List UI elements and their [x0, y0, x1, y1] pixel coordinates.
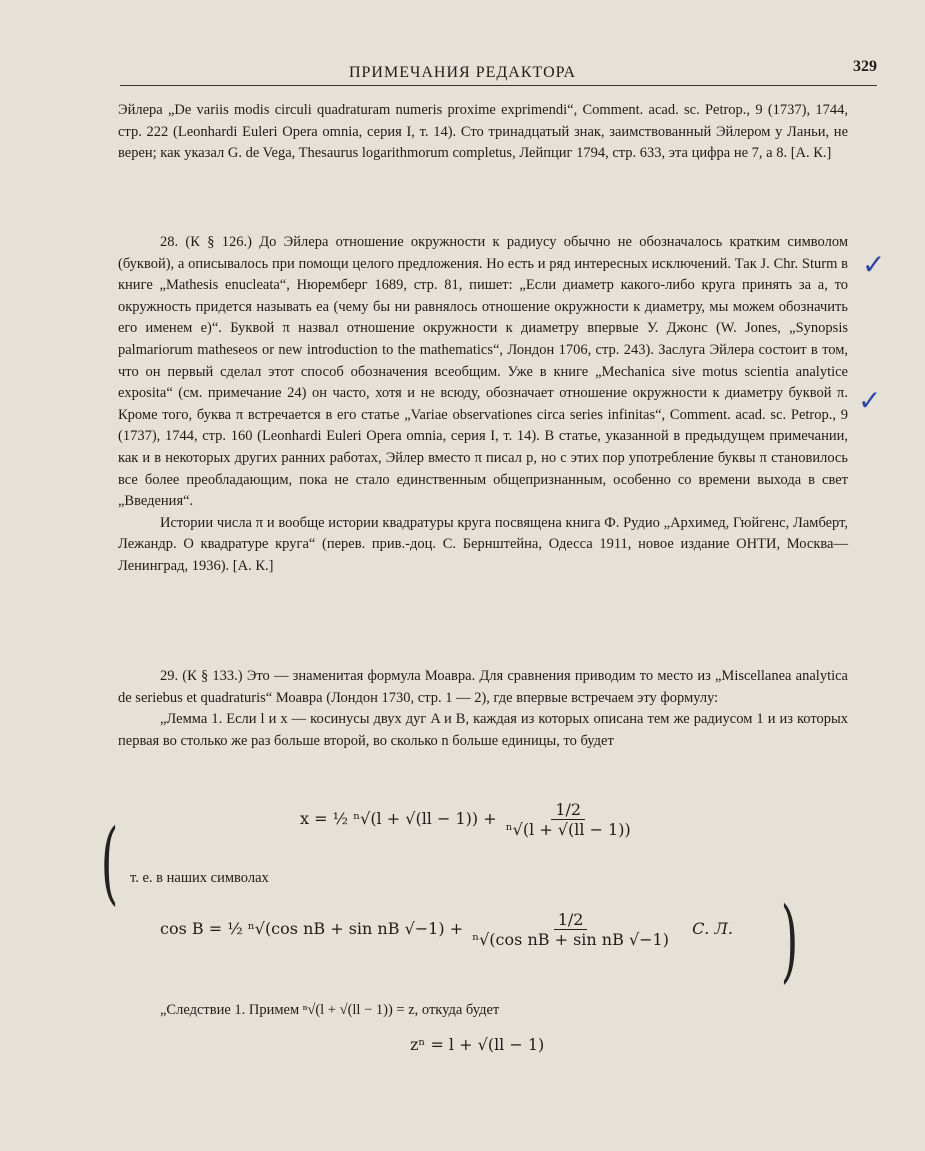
continued-paragraph: Эйлера „De variis modis circuli quadraturam numeris proxime exprimendi“, Comment. acad. sc. Petrop., 9 (1737), 1744, стр. 222 (Leonhardi Euleri Opera omnia, серия I, т. 14). Сто тринадцатый знак, заимствованный Эйлером у Ланьи, не верен; как указал G. de Vega, Thesaurus logarithmorum completus, Лейпциг 1794, стр. 633, эта цифра не 7, а 8. [А. К.]	[118, 102, 848, 162]
formula-2-denominator: ⁿ√(cos nB + sin nB √−1)	[472, 930, 669, 949]
right-parenthesis: )	[780, 888, 799, 993]
left-parenthesis: (	[100, 810, 119, 915]
running-header: ПРИМЕЧАНИЯ РЕДАКТОРА	[348, 64, 577, 81]
formula-3-text: zⁿ = l + √(ll − 1)	[410, 1035, 545, 1054]
our-symbols-text: т. е. в наших символах	[130, 870, 269, 886]
formula-2	[160, 910, 733, 949]
note-28-paragraph: 28. (К § 126.) До Эйлера отношение окружности к радиусу обычно не обозначалось кратким символом (буквой), а описывалось при помощи целого предложения. Но есть и ряд интересных исключений. Так J. Chr. Sturm в книге „Mathesis enucleata“, Нюремберг 1689, стр. 81, пишет: „Если диаметр какого-либо круга принять за a, то окружность придется называть ea (чему бы ни равнялось отношение окружности к диаметру, мы можем обозначить его именем e)“. Буквой π назвал отношение окружности к диаметру впервые У. Джонс (W. Jones, „Synopsis palmariorum matheseos or new introduction to the mathematics“, Лондон 1706, стр. 243). Заслуга Эйлера состоит в том, что он первый сделал этот способ обозначения всеобщим. Уже в книге „Mechanica sive motus scientia analytice exposita“ (см. примечание 24) он часто, хотя и не всюду, обозначает отношение окружности к диаметру буквой π. Кроме того, буква π встречается в его статье „Variae observationes circa series infinitas“, Comment. acad. sc. Petrop., 9 (1737), 1744, стр. 160 (Leonhardi Euleri Opera omnia, серия I, т. 14). В статье, указанной в предыдущем примечании, как и в некоторых других ранних работах, Эйлер вместо π писал p, но с этих пор употребление буквы π становилось все более преобладающим, пока не стало единственным общепризнанным, особенно со времени выхода в свет „Введения“.	[118, 234, 848, 510]
page-number: 329	[853, 58, 877, 75]
note-29-block	[118, 666, 848, 752]
formula-2-lhs: cos B = ½ ⁿ√(cos nB + sin nB √−1) +	[160, 919, 464, 938]
formula-1-numerator: 1/2	[551, 800, 585, 820]
formula-1	[300, 800, 635, 839]
corollary-paragraph: „Следствие 1. Примем ⁿ√(l + √(ll − 1)) = z, откуда будет	[160, 1002, 500, 1018]
formula-3	[410, 1035, 544, 1054]
note-28-block	[118, 232, 848, 578]
pencil-checkmark-icon: ✓	[858, 384, 882, 417]
header-rule	[120, 85, 877, 86]
formula-1-fraction	[502, 800, 635, 839]
formula-1-denominator: ⁿ√(l + √(ll − 1))	[505, 820, 631, 839]
note-28-paragraph-2: Истории числа π и вообще истории квадратуры круга посвящена книга Ф. Рудио „Архимед, Гюйгенс, Ламберт, Лежандр. О квадратуре круга“ (перев. прив.-доц. С. Бернштейна, Одесса 1911, новое издание ОНТИ, Москва—Ленинград, 1936). [А. К.]	[118, 514, 848, 574]
formula-2-numerator: 1/2	[554, 910, 588, 930]
formula-2-signature: С. Л.	[692, 919, 733, 938]
formula-2-fraction	[468, 910, 673, 949]
corollary-block	[160, 1000, 840, 1022]
note-29-paragraph: 29. (К § 133.) Это — знаменитая формула Моавра. Для сравнения приводим то место из „Miscellanea analytica de seriebus et quadraturis“ Моавра (Лондон 1730, стр. 1 — 2), где впервые встречаем эту формулу:	[118, 668, 848, 706]
pencil-checkmark-icon: ✓	[862, 248, 886, 281]
formula-1-lhs: x = ½ ⁿ√(l + √(ll − 1)) +	[300, 809, 497, 828]
our-symbols-line	[130, 868, 860, 890]
top-paragraph-block	[118, 100, 848, 165]
lemma-paragraph: „Лемма 1. Если l и x — косинусы двух дуг A и B, каждая из которых описана тем же радиусом 1 и из которых первая во столько же раз больше второй, во сколько n больше единицы, то будет	[118, 711, 848, 749]
